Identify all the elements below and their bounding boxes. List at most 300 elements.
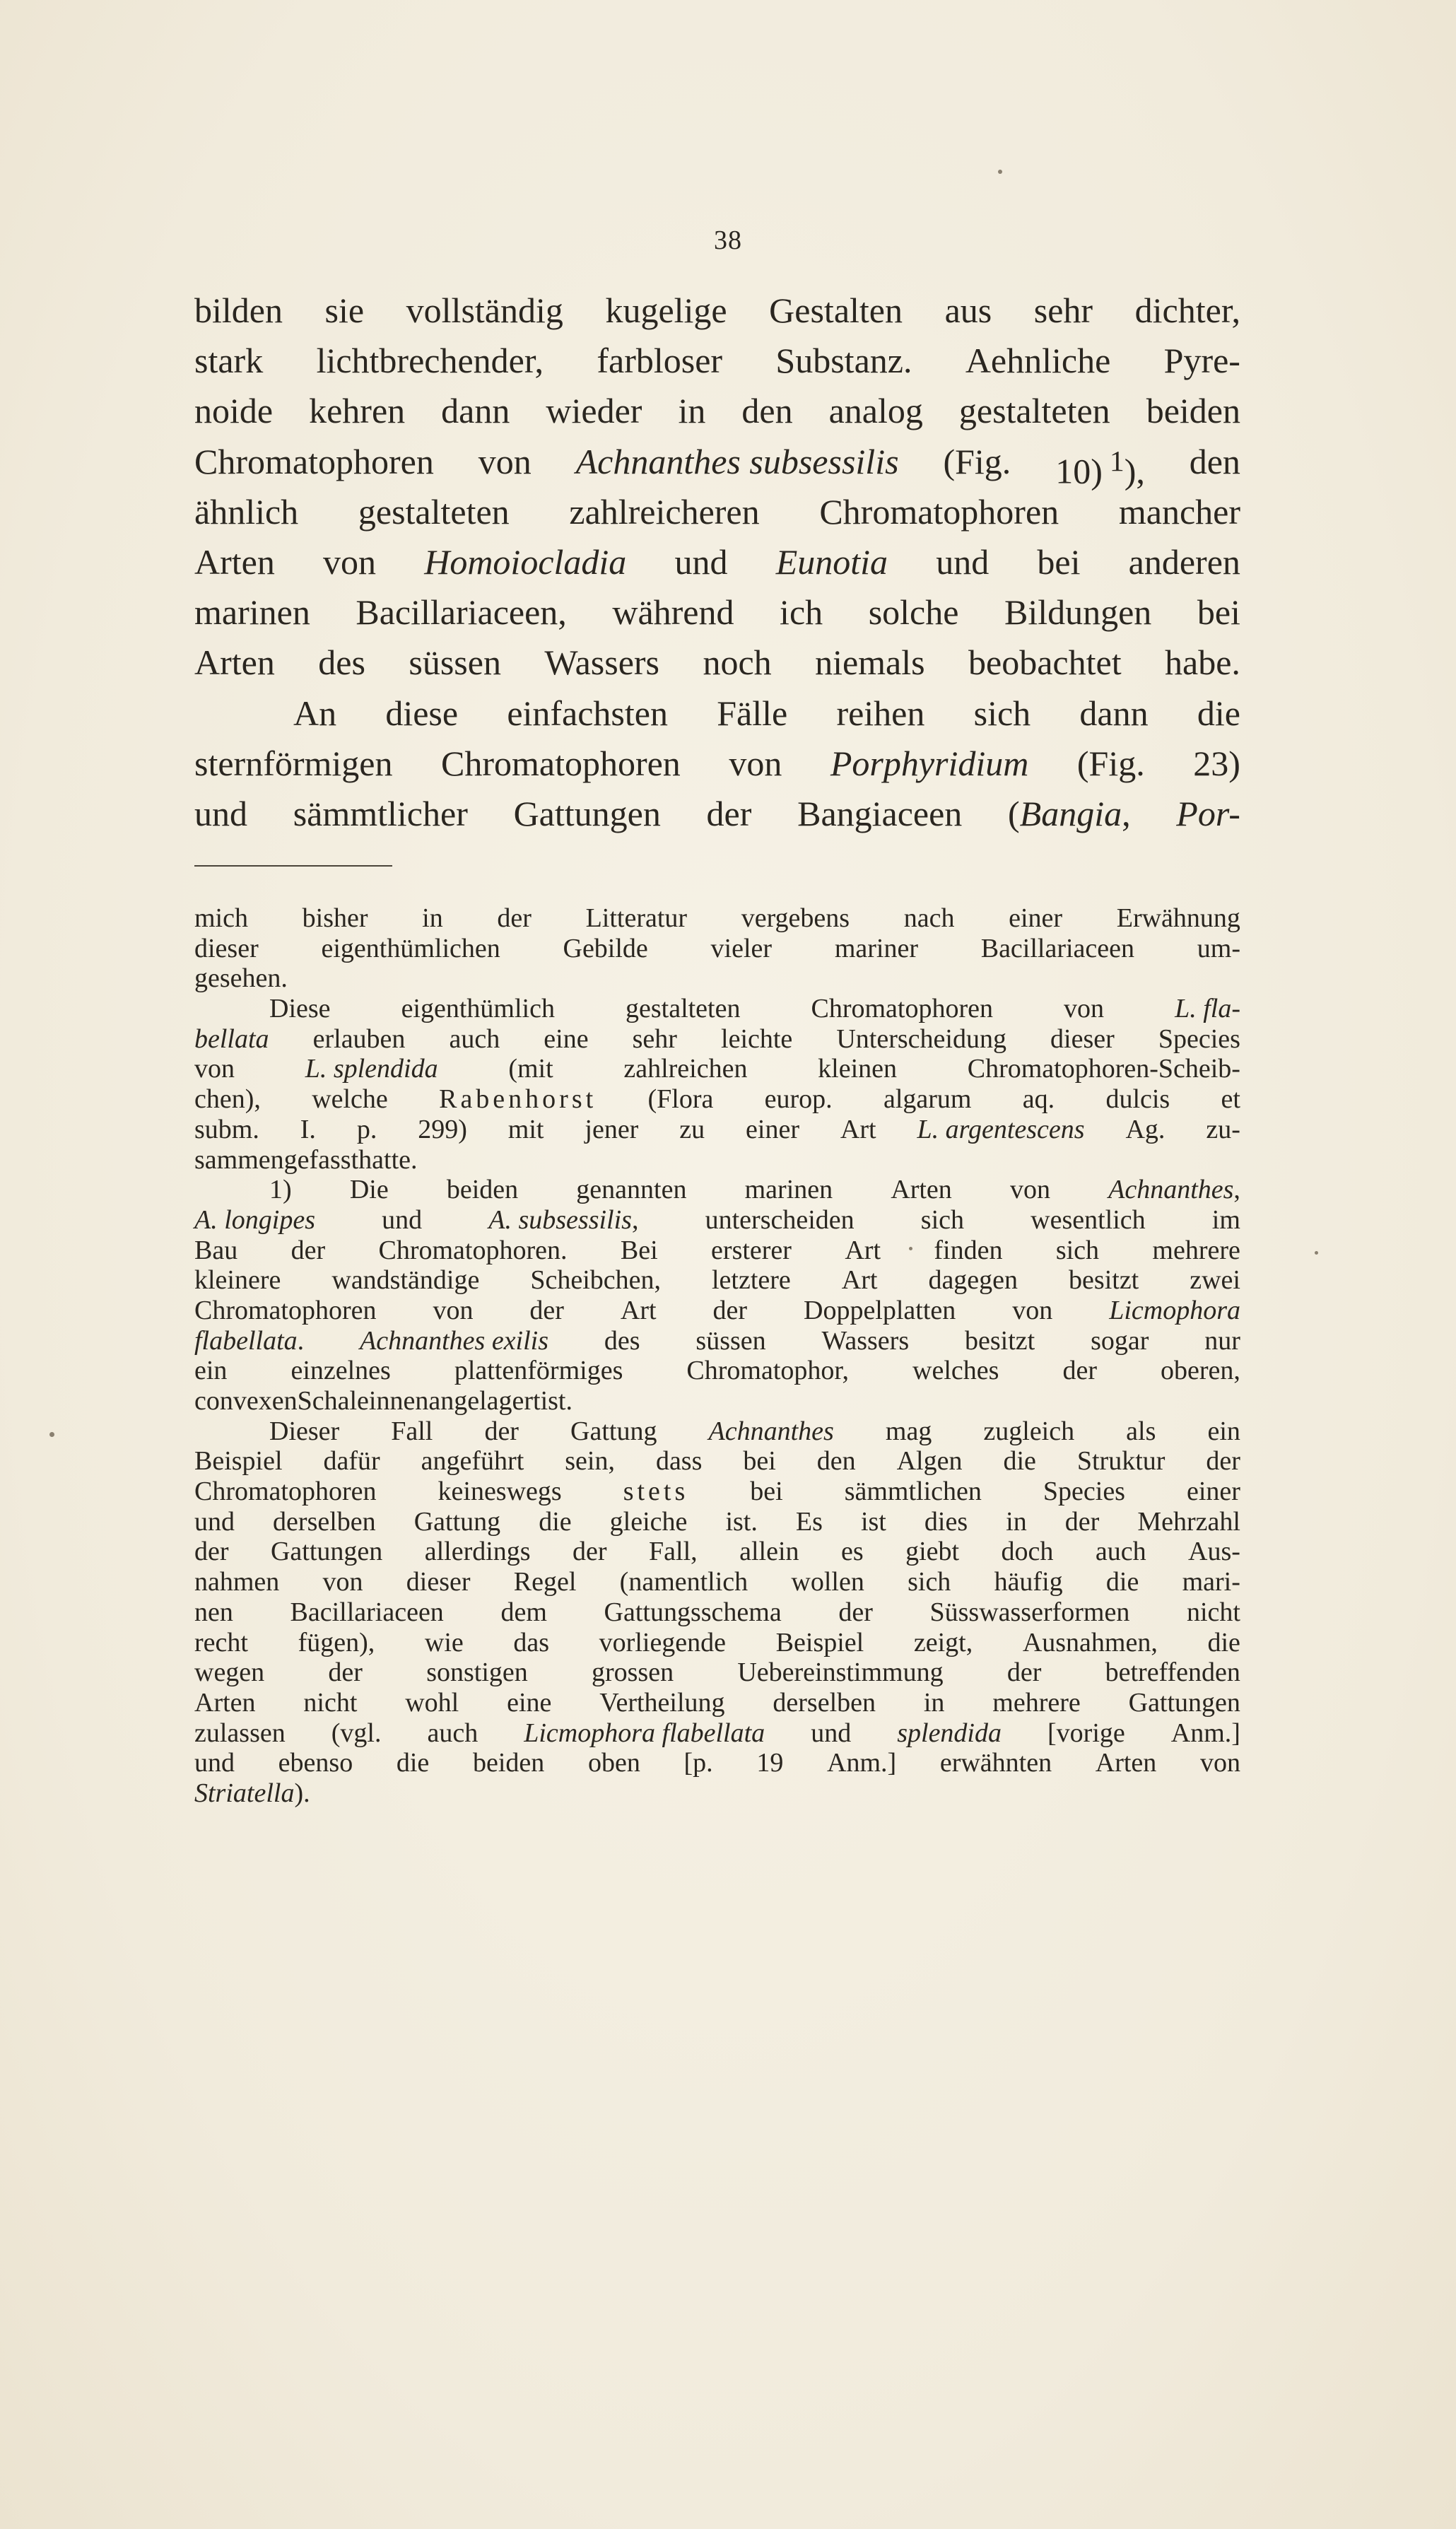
- word: Algen: [896, 1446, 963, 1477]
- text-line: [194, 739, 1240, 789]
- word: Litteratur: [585, 903, 688, 933]
- footnote-line: [194, 1477, 1240, 1507]
- word: der: [573, 1537, 607, 1567]
- word: mariner: [834, 933, 918, 963]
- word: einzelnes: [290, 1356, 391, 1386]
- word: nicht: [303, 1687, 358, 1718]
- word: niemals: [815, 642, 925, 683]
- footnote-line: [194, 1718, 1240, 1749]
- word: der: [1062, 1356, 1097, 1386]
- word: beiden: [446, 1175, 519, 1205]
- word: wohl: [405, 1687, 459, 1718]
- footnote-line: [194, 1024, 1240, 1055]
- word: erlauben: [312, 1023, 406, 1054]
- text-line: [194, 537, 1240, 587]
- word: Licmophora flabellata: [524, 1718, 765, 1748]
- footnote-line: [194, 1446, 1240, 1477]
- word: von: [1064, 994, 1105, 1024]
- word: Schale: [297, 1386, 369, 1416]
- word: Ausnahmen,: [1022, 1627, 1158, 1657]
- word: ebenso: [278, 1748, 353, 1778]
- word: finden: [934, 1235, 1003, 1265]
- word: bilden: [194, 291, 283, 330]
- word: im: [1211, 1204, 1240, 1235]
- word: Fall: [391, 1416, 433, 1446]
- word: innen: [368, 1386, 429, 1416]
- word: I.: [300, 1114, 316, 1144]
- word: angeführt: [421, 1446, 524, 1477]
- footnote-line: [194, 934, 1240, 964]
- footnote-line: [194, 1748, 1240, 1778]
- word: Diese: [269, 994, 331, 1024]
- word: wegen: [194, 1657, 265, 1688]
- word: Chromatophoren: [440, 743, 681, 783]
- word: (Fig.: [1076, 743, 1145, 783]
- word: sehr: [1033, 291, 1093, 330]
- word: häufig: [994, 1567, 1063, 1597]
- word: sogar: [1091, 1325, 1149, 1356]
- word: Wassers: [544, 642, 659, 683]
- word: und: [936, 541, 990, 582]
- footnote-line: [194, 903, 1240, 934]
- word: Gattungen: [513, 793, 661, 833]
- word: vergebens: [741, 903, 850, 933]
- word: vorliegende: [599, 1627, 727, 1657]
- word: der: [838, 1597, 873, 1627]
- word: wandständige: [331, 1265, 480, 1296]
- word: Anm.]: [827, 1748, 897, 1778]
- word: oberen,: [1161, 1356, 1240, 1386]
- word: beiden: [1146, 391, 1240, 431]
- word: und: [382, 1204, 423, 1235]
- text-line: [194, 286, 1240, 336]
- word: sonstigen: [426, 1657, 528, 1688]
- word: subm.: [194, 1114, 259, 1144]
- word: Bangiaceen: [797, 793, 963, 833]
- word: in: [422, 903, 443, 933]
- word: derselben: [273, 1506, 376, 1537]
- word: von: [323, 541, 377, 582]
- word: und: [194, 1748, 235, 1778]
- word: erwähnten: [939, 1748, 1052, 1778]
- text-line: [194, 789, 1240, 839]
- word: farbloser: [597, 341, 723, 381]
- word: lichtbrechender,: [316, 341, 544, 381]
- footnote-line: [194, 1597, 1240, 1628]
- word: einer: [1009, 903, 1063, 933]
- word: derselben: [773, 1687, 876, 1718]
- word: beobachtet: [968, 642, 1122, 683]
- footnotes-block: [194, 903, 1240, 1809]
- word: Bacillariaceen: [980, 933, 1135, 963]
- footnote-line: [194, 1356, 1240, 1386]
- word: unterscheiden: [705, 1204, 855, 1235]
- word: habe.: [1165, 642, 1240, 683]
- word: Gattung: [413, 1506, 501, 1537]
- word: wieder: [546, 391, 642, 431]
- word: wesentlich: [1031, 1204, 1146, 1235]
- word: Achnanthes exilis: [360, 1325, 549, 1356]
- word: dieser: [194, 933, 259, 963]
- word: die: [1105, 1567, 1139, 1597]
- word: die: [1197, 693, 1240, 733]
- word: kleinere: [194, 1265, 281, 1296]
- word: sich: [973, 693, 1031, 733]
- word: dann: [1079, 693, 1149, 733]
- word: zahlreichen: [623, 1054, 748, 1084]
- word: es: [840, 1537, 864, 1567]
- word: Beispiel: [194, 1446, 283, 1477]
- word: mancher: [1118, 491, 1240, 532]
- word: 1): [269, 1175, 292, 1205]
- word: von: [194, 1054, 235, 1084]
- word: Achnanthes,: [1108, 1175, 1240, 1205]
- word: Ag.: [1125, 1114, 1166, 1144]
- word: Art: [620, 1295, 657, 1325]
- word: bei: [743, 1446, 776, 1477]
- footnote-line: [194, 1507, 1240, 1537]
- word: grossen: [591, 1657, 674, 1688]
- word: L. splendida: [305, 1054, 438, 1084]
- word: nicht: [1187, 1597, 1240, 1627]
- word: zahlreicheren: [569, 491, 760, 532]
- footnote-line: [194, 1326, 1240, 1356]
- word: Doppelplatten: [804, 1295, 956, 1325]
- word: auch: [449, 1023, 500, 1054]
- word: Fälle: [717, 693, 788, 733]
- word: Art: [841, 1265, 878, 1296]
- word: oben: [587, 1748, 640, 1778]
- word: 10) $^1$),: [1055, 445, 1145, 491]
- word: die: [539, 1506, 572, 1537]
- word: Bildungen: [1004, 592, 1152, 633]
- word: solche: [868, 592, 959, 633]
- word: Chromatophoren.: [378, 1235, 568, 1265]
- word: ich: [780, 592, 823, 633]
- word: 23): [1193, 743, 1240, 783]
- word: kehren: [309, 391, 406, 431]
- word: gesehen.: [194, 963, 288, 994]
- word: Bau: [194, 1235, 238, 1265]
- word: Striatella).: [194, 1778, 310, 1808]
- word: auch: [427, 1718, 479, 1748]
- text-line: [194, 688, 1240, 739]
- paper-speck: [49, 1432, 54, 1437]
- word: Achnanthes: [708, 1416, 834, 1446]
- word: welche: [312, 1084, 388, 1115]
- word: wie: [424, 1627, 464, 1657]
- word: genannten: [576, 1175, 687, 1205]
- word: bei: [750, 1477, 783, 1507]
- word: der: [328, 1657, 363, 1688]
- word: der: [529, 1295, 564, 1325]
- word: um-: [1197, 933, 1240, 963]
- word: marinen: [744, 1175, 833, 1205]
- word: besitzt: [964, 1325, 1035, 1356]
- word: gleiche: [609, 1506, 688, 1537]
- word: einfachsten: [507, 693, 668, 733]
- word: 19: [756, 1748, 784, 1778]
- word: stets: [623, 1477, 689, 1507]
- word: Beispiel: [775, 1627, 864, 1657]
- word: die: [1207, 1627, 1240, 1657]
- word: dem: [500, 1597, 547, 1627]
- word: ist: [860, 1506, 886, 1537]
- word: besitzt: [1069, 1265, 1139, 1296]
- word: Aehnliche: [965, 341, 1111, 381]
- word: Arten: [194, 642, 275, 683]
- word: der: [1206, 1446, 1240, 1477]
- word: von: [433, 1295, 474, 1325]
- footnote-line: [194, 1265, 1240, 1296]
- word: zu-: [1206, 1114, 1240, 1144]
- word: (vgl.: [331, 1718, 382, 1748]
- word: in: [1006, 1506, 1027, 1537]
- word: Chromatophoren: [811, 994, 994, 1024]
- word: giebt: [905, 1537, 960, 1567]
- word: die: [396, 1748, 430, 1778]
- word: chen),: [194, 1084, 261, 1115]
- word: zulassen: [194, 1718, 286, 1748]
- word: Rabenhorst: [439, 1084, 597, 1115]
- word: den: [1189, 441, 1240, 481]
- word: Species: [1043, 1477, 1125, 1507]
- word: der: [1064, 1506, 1100, 1537]
- word: dies: [924, 1506, 968, 1537]
- word: (Bangia,: [1008, 793, 1131, 833]
- word: vollständig: [406, 291, 563, 330]
- word: diese: [385, 693, 459, 733]
- word: Vertheilung: [599, 1687, 725, 1718]
- text-line: [194, 638, 1240, 688]
- word: aq.: [1022, 1084, 1055, 1115]
- word: angelagert: [428, 1386, 541, 1416]
- word: Bacillariaceen: [290, 1597, 444, 1627]
- word: Bei: [620, 1235, 658, 1265]
- word: convexen: [194, 1386, 298, 1416]
- word: Scheibchen,: [530, 1265, 661, 1296]
- word: recht: [194, 1627, 248, 1657]
- word: einer: [1186, 1477, 1240, 1507]
- word: et: [1221, 1084, 1240, 1115]
- word: Fall,: [649, 1537, 698, 1567]
- footnote-line: [194, 1657, 1240, 1688]
- word: Struktur: [1076, 1446, 1166, 1477]
- word: L. fla-: [1175, 994, 1240, 1024]
- word: sammengefasst: [194, 1144, 359, 1175]
- word: sternförmigen: [194, 743, 393, 783]
- word: der: [290, 1235, 326, 1265]
- text-line: [194, 386, 1240, 436]
- word: von: [1199, 1748, 1240, 1778]
- word: Arten: [891, 1175, 952, 1205]
- word: [p.: [683, 1748, 713, 1778]
- word: sie: [324, 291, 365, 330]
- word: (namentlich: [619, 1567, 748, 1597]
- word: ein: [194, 1356, 228, 1386]
- word: dafür: [323, 1446, 380, 1477]
- word: flabellata.: [194, 1325, 305, 1356]
- word: Por-: [1176, 793, 1240, 833]
- footnote-line: [194, 1115, 1240, 1145]
- word: gestalteten: [958, 391, 1110, 431]
- word: Species: [1158, 1023, 1240, 1054]
- word: analog: [828, 391, 923, 431]
- word: Gattungsschema: [604, 1597, 782, 1627]
- word: Eunotia: [775, 541, 888, 582]
- word: europ.: [764, 1084, 833, 1115]
- word: noch: [703, 642, 772, 683]
- word: nen: [194, 1597, 233, 1627]
- word: Arten: [194, 541, 275, 582]
- footnote-line: [194, 1688, 1240, 1718]
- footnote-line: [194, 1567, 1240, 1597]
- word: hatte.: [358, 1144, 418, 1175]
- footnote-line: [194, 1778, 1240, 1809]
- word: Gestalten: [769, 291, 903, 330]
- word: des: [604, 1325, 640, 1356]
- footnote-line: [194, 1145, 1240, 1175]
- word: der: [712, 1295, 748, 1325]
- word: mag: [885, 1416, 932, 1446]
- word: Anm.]: [1170, 1718, 1240, 1748]
- word: jener: [585, 1114, 639, 1144]
- word: (Flora: [647, 1084, 714, 1115]
- footnote-line: [194, 1416, 1240, 1447]
- word: Art: [840, 1114, 876, 1144]
- word: allerdings: [424, 1537, 531, 1567]
- word: das: [513, 1627, 550, 1657]
- word: als: [1126, 1416, 1156, 1446]
- footnote-line: [194, 963, 1240, 994]
- word: Homoiocladia: [424, 541, 627, 582]
- word: in: [923, 1687, 945, 1718]
- word: sein,: [565, 1446, 615, 1477]
- word: von: [322, 1567, 363, 1597]
- word: Art: [845, 1235, 881, 1265]
- main-text-block: [194, 286, 1240, 839]
- word: Aus-: [1188, 1537, 1240, 1567]
- word: zeigt,: [913, 1627, 973, 1657]
- word: in: [678, 391, 706, 431]
- word: sich: [1055, 1235, 1100, 1265]
- footnote-line: [194, 1205, 1240, 1236]
- word: von: [729, 743, 782, 783]
- word: mari-: [1182, 1567, 1240, 1597]
- word: Wassers: [821, 1325, 910, 1356]
- word: kleinen: [818, 1054, 898, 1084]
- footnote-line: [194, 1175, 1240, 1205]
- word: von: [1012, 1295, 1053, 1325]
- text-line: [194, 587, 1240, 638]
- word: Süsswasserformen: [929, 1597, 1130, 1627]
- word: nach: [903, 903, 955, 933]
- word: [vorige: [1047, 1718, 1125, 1748]
- word: Regel: [513, 1567, 577, 1597]
- word: ähnlich: [194, 491, 299, 532]
- word: gestalteten: [358, 491, 510, 532]
- word: Erwähnung: [1116, 903, 1240, 933]
- word: süssen: [695, 1325, 766, 1356]
- word: eigenthümlich: [401, 994, 555, 1024]
- word: eigenthümlichen: [321, 933, 500, 963]
- word: marinen: [194, 592, 310, 633]
- word: An: [293, 693, 337, 733]
- word: algarum: [883, 1084, 972, 1115]
- word: Pyre-: [1163, 341, 1240, 381]
- word: mehrere: [1152, 1235, 1240, 1265]
- footnote-divider: [194, 865, 392, 867]
- word: Die: [349, 1175, 389, 1205]
- word: Chromatophor,: [686, 1356, 850, 1386]
- word: zu: [679, 1114, 705, 1144]
- word: kugelige: [605, 291, 727, 330]
- word: dichter,: [1134, 291, 1240, 330]
- word: Gattungen: [1128, 1687, 1240, 1718]
- text-line: [194, 336, 1240, 386]
- word: sehr: [632, 1023, 677, 1054]
- word: dieser: [1050, 1023, 1115, 1054]
- word: sämmtlicher: [293, 793, 468, 833]
- footnote-line: [194, 1628, 1240, 1658]
- word: dulcis: [1105, 1084, 1170, 1115]
- word: von: [1009, 1175, 1050, 1205]
- word: Substanz.: [775, 341, 912, 381]
- word: und: [194, 1506, 235, 1537]
- word: auch: [1095, 1537, 1146, 1567]
- word: Bacillariaceen,: [356, 592, 567, 633]
- word: Gebilde: [563, 933, 648, 963]
- word: eine: [544, 1023, 589, 1054]
- footnote-line: [194, 1537, 1240, 1567]
- word: Gattung: [570, 1416, 657, 1446]
- footnote-line: [194, 1296, 1240, 1326]
- word: der: [484, 1416, 519, 1446]
- paper-speck: [909, 1247, 912, 1250]
- word: stark: [194, 341, 264, 381]
- word: vieler: [710, 933, 773, 963]
- word: der: [1006, 1657, 1042, 1688]
- word: ist.: [540, 1386, 573, 1416]
- word: Unterscheidung: [836, 1023, 1006, 1054]
- word: ist.: [725, 1506, 758, 1537]
- word: süssen: [409, 642, 501, 683]
- word: 299): [418, 1114, 467, 1144]
- word: und: [194, 793, 247, 833]
- word: den: [816, 1446, 856, 1477]
- word: dann: [441, 391, 510, 431]
- word: (Fig.: [943, 441, 1011, 481]
- word: L. argentescens: [917, 1114, 1085, 1144]
- word: Dieser: [269, 1416, 340, 1446]
- word: mehrere: [992, 1687, 1081, 1718]
- word: noide: [194, 391, 274, 431]
- word: Chromatophoren: [819, 491, 1059, 532]
- word: splendida: [897, 1718, 1002, 1748]
- word: keineswegs: [438, 1477, 562, 1507]
- word: mit: [507, 1114, 544, 1144]
- word: und: [674, 541, 728, 582]
- word: ersterer: [711, 1235, 792, 1265]
- word: A. subsessilis,: [488, 1204, 639, 1235]
- word: einer: [746, 1114, 799, 1144]
- word: bisher: [302, 903, 368, 933]
- paper-speck: [1315, 1251, 1318, 1255]
- word: Arten: [1095, 1748, 1157, 1778]
- word: Porphyridium: [830, 743, 1029, 783]
- word: Es: [795, 1506, 823, 1537]
- word: nahmen: [194, 1567, 280, 1597]
